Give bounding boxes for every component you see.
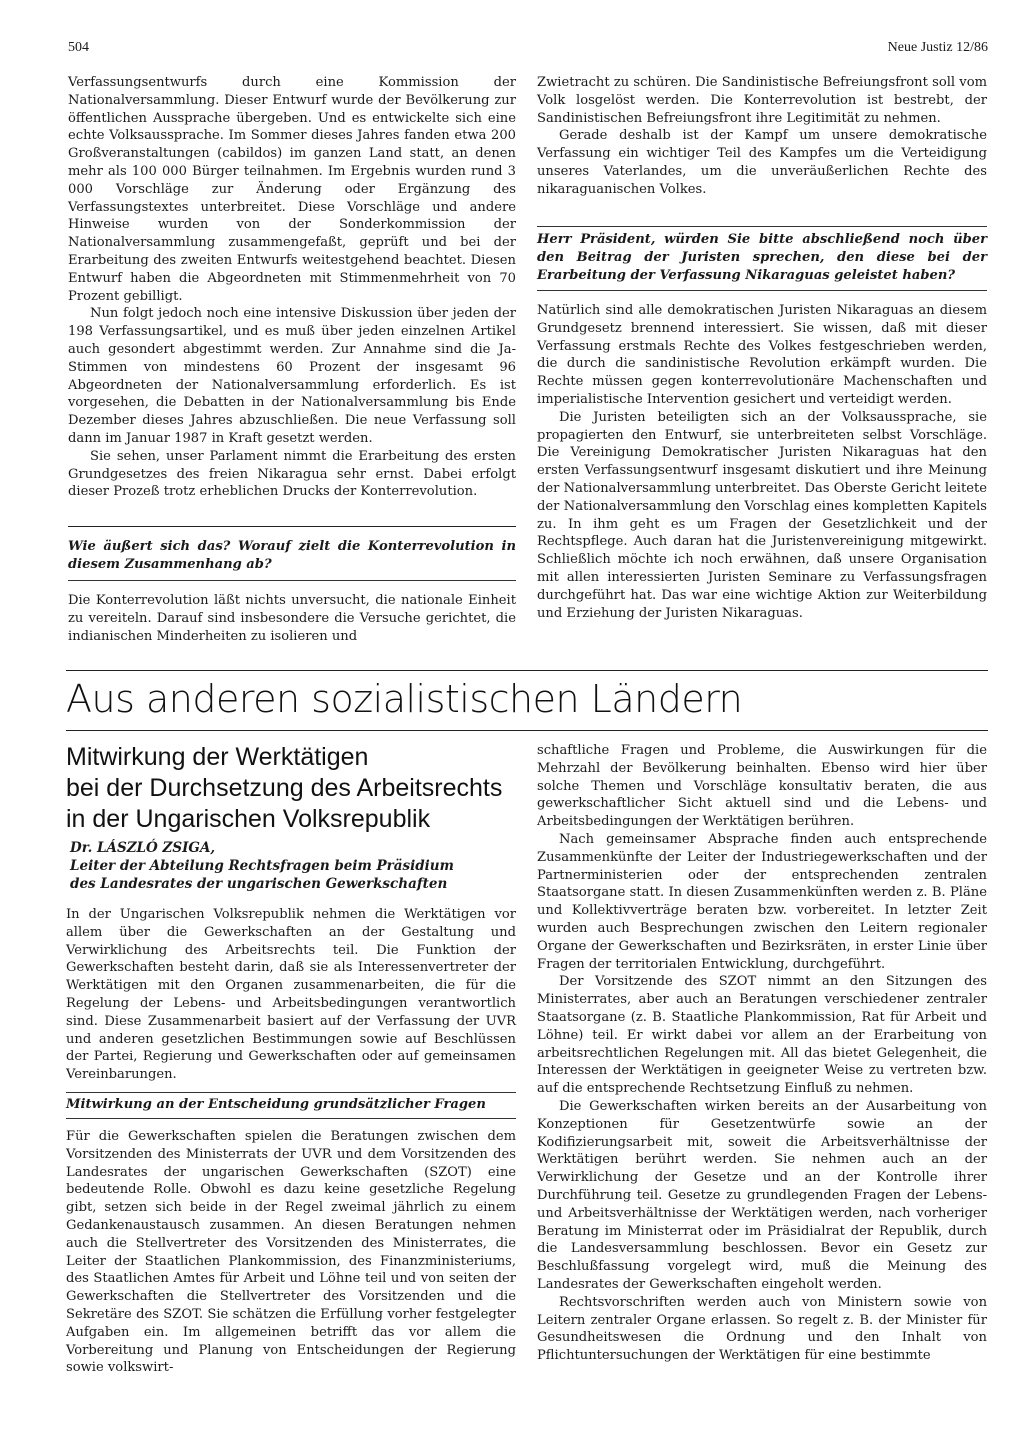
paragraph: Gerade deshalb ist der Kampf um unsere demokratische Verfassung ein wichtiger Teil des Kampfes um die Verteidigung unseres Vaterlandes, um die unveräußerlichen Rechte des nikaraguanischen Volkes. [537,128,987,197]
article-left-body [66,1128,516,1377]
article-title-line: Mitwirkung der Werktätigen [66,743,369,771]
page-number: 504 [68,40,89,55]
divider [68,526,516,527]
section-rule [66,670,988,671]
article-title [66,742,506,835]
author-name: Dr. LÁSZLÓ ZSIGA, [70,840,216,856]
paragraph: Die Konterrevolution läßt nichts unversucht, die nationale Einheit zu vereiteln. Darauf sind insbesondere die Versuche gerichtet, die indianischen Minderheiten zu isolieren und [68,593,516,644]
author-affiliation: des Landesrates der ungarischen Gewerkschaften [70,875,448,892]
author-affiliation: Leiter der Abteilung Rechtsfragen beim Präsidium [70,857,454,874]
upper-right-answer [537,302,987,622]
upper-right-column [537,74,987,199]
paragraph: Der Vorsitzende des SZOT nimmt an den Sitzungen des Ministerrates, aber auch an Beratungen verschiedener zentraler Staatsorgane (z. B. Staatliche Plankommission, Rat für Arbeit und Löhne) teil. Er wirkt dabei vor allem an der Erarbeitung von arbeitsrechtlichen Regelungen mit. All das bietet Gelegenheit, die Interessen der Werktätigen in geeigneter Weise zu vertreten bzw. auf die entsprechende Rechtsetzung Einfluß zu nehmen. [537,974,987,1097]
paragraph: Für die Gewerkschaften spielen die Beratungen zwischen dem Vorsitzenden des Ministerrats der UVR und dem Vorsitzenden des Landesrates der ungarischen Gewerkschaften (SZOT) eine bedeutende Rolle. Obwohl es dazu keine gesetzliche Regelung gibt, setzen sich beide in der Regel zweimal jährlich zu einem Gedankenaustausch zusammen. An diesen Beratungen nehmen auch die Stellvertreter des Vorsitzenden des Ministerrates, die Leiter der Staatlichen Plankommission, des Finanzministeriums, des Staatlichen Amtes für Arbeit und Löhne teil und von seiten der Gewerkschaften die Stellvertreter des Vorsitzenden und die Sekretäre des SZOT. Sie schätzen die Erfüllung vorher festgelegter Aufgaben ein. Im allgemeinen betrifft das vor allem die Vorbereitung und Planung von Entscheidungen der Regierung sowie volkswirt- [66,1129,516,1376]
author-block [66,840,506,893]
subheading: Mitwirkung an der Entscheidung grundsätzlicher Fragen [66,1092,516,1119]
paragraph: Rechtsvorschriften werden auch von Ministern sowie von Leitern zentraler Organe erlassen. So regelt z. B. der Minister für Gesundheitswesen die Ordnung und den Inhalt von Pflichtuntersuchungen der Werktätigen für eine bestimmte [537,1294,987,1364]
paragraph: Sie sehen, unser Parlament nimmt die Erarbeitung des ersten Grundgesetzes des freien Nikaragua sehr ernst. Dabei erfolgt dieser Prozeß trotz erheblichen Drucks der Konterrevolution. [68,448,516,500]
paragraph: Die Juristen beteiligten sich an der Volksaussprache, sie propagierten den Entwurf, sie unterbreiteten selbst Vorschläge. Die Vereinigung Demokratischer Juristen Nikaraguas hat den ersten Verfassungsentwurf insgesamt diskutiert und ihre Meinung der Nationalversammlung unterbreitet. Das Oberste Gericht leitete der Nationalversammlung den Vorschlag eines kompletten Kapitels zu. In ihm geht es um Fragen der Gesetzlichkeit und der Rechtspflege. Auch daran hat die Juristenvereinigung mitgewirkt. Schließlich möchte ich noch erwähnen, daß unsere Organisation mit allen interessierten Juristen Seminare zu Verfassungsfragen durchgeführt hat. Das war eine wichtige Aktion zur Weiterbildung und Erziehung der Juristen Nikaraguas. [537,409,987,621]
interview-question: Wie äußert sich das? Worauf zielt die Konterrevolution in diesem Zusammenhang ab? [68,534,516,581]
paragraph: Natürlich sind alle demokratischen Juristen Nikaraguas an diesem Grundgesetz brennend interessiert. Sie wissen, daß mit dieser Verfassung erstmals Rechte des Volkes festgeschrieben werden, die durch die sandinistische Revolution erkämpft wurden. Die Rechte müssen gegen konterrevolutionäre Machenschaften und imperialistische Intervention gesichert und verteidigt werden. [537,303,987,407]
upper-left-answer [68,592,516,645]
section-rule [66,730,988,731]
paragraph: Verfassungsentwurfs durch eine Kommission der Nationalversammlung. Dieser Entwurf wurde der Bevölkerung zur öffentlichen Aussprache übergeben. Und es entwickelte sich eine echte Volksaussprache. Im Sommer dieses Jahres fanden etwa 200 Großveranstaltungen (cabildos) im ganzen Land statt, an denen mehr als 100 000 Bürger teilnahmen. Im Ergebnis wurden rund 3 000 Vorschläge zur Änderung oder Ergänzung des Verfassungstextes unterbreitet. Diese Vorschläge und andere Hinweise wurden von der Sonderkommission der Nationalversammlung zusammengefaßt, geprüft und bei der Erarbeitung des zweiten Entwurfs weitestgehend beachtet. Diesen Entwurf haben die Abgeordneten mit Stimmenmehrheit von 70 Prozent gebilligt. [68,75,516,304]
paragraph: In der Ungarischen Volksrepublik nehmen die Werktätigen vor allem über die Gewerkschaften an der Gestaltung und Verwirklichung des Arbeitsrechts teil. Die Funktion der Gewerkschaften besteht darin, daß sie als Interessenvertreter der Werktätigen mit den Organen zusammenarbeiten, die für die Regelung der Lebens- und Arbeitsbedingungen verantwortlich sind. Diese Zusammenarbeit basiert auf der Verfassung der UVR und anderen gesetzlichen Bestimmungen sowie auf Beschlüssen der Partei, Regierung und Gewerkschaften oder auf gemeinsamen Vereinbarungen. [66,907,516,1083]
interview-question: Herr Präsident, würden Sie bitte abschließend noch über den Beitrag der Juristen sprechen, den diese bei der Erarbeitung der Verfassung Nikaraguas geleistet haben? [537,226,987,291]
paragraph: Die Gewerkschaften wirken bereits an der Ausarbeitung von Konzeptionen für Gesetzentwürfe sowie an der Kodifizierungsarbeit mit, soweit die Arbeitsverhältnisse der Werktätigen berührt werden. Sie nehmen auch an der Verwirklichung der Gesetze und an der Kontrolle ihrer Durchführung teil. Gesetze zu grundlegenden Fragen der Lebens- und Arbeitsverhältnisse der Werktätigen werden, nach vorheriger Beratung im Ministerrat oder im Präsidialrat der Republik, durch die Landesversammlung beschlossen. Bevor ein Gesetz zur Beschlußfassung vorgelegt wird, muß die Meinung des Landesrates der Gewerkschaften eingeholt werden. [537,1098,987,1292]
paragraph: Nun folgt jedoch noch eine intensive Diskussion über jeden der 198 Verfassungsartikel, und es muß über jeden einzelnen Artikel auch gesondert abgestimmt werden. Zur Annahme sind die Ja-Stimmen von mindestens 60 Prozent der insgesamt 96 Abgeordneten der Nationalversammlung erforderlich. Es ist vorgesehen, die Debatten in der Nationalversammlung bis Ende Dezember dieses Jahres abzuschließen. Die neue Verfassung soll dann im Januar 1987 in Kraft gesetzt werden. [68,306,516,446]
paragraph: Nach gemeinsamer Absprache finden auch entsprechende Zusammenkünfte der Leiter der Industriegewerkschaften und der Partnerministerien oder der entsprechenden zentralen Staatsorgane statt. In diesen Zusammenkünften werden z. B. Pläne und Kollektivverträge beraten bzw. vorbereitet. In letzter Zeit wurden auch Besprechungen zwischen den Leitern regionaler Organe der Gewerkschaften und Bezirksräten, in erster Linie über Fragen der territorialen Entwicklung, durchgeführt. [537,831,987,972]
section-title: Aus anderen sozialistischen Ländern [66,677,743,721]
article-right-column [537,742,987,1365]
article-title-line: bei der Durchsetzung des Arbeitsrechts [66,774,503,802]
article-intro [66,906,516,1084]
article-title-line: in der Ungarischen Volksrepublik [66,805,431,833]
journal-issue: Neue Justiz 12/86 [887,40,988,55]
upper-left-column [68,74,516,501]
paragraph: Zwietracht zu schüren. Die Sandinistische Befreiungsfront soll vom Volk losgelöst werden. Die Konterrevolution ist bestrebt, der Sandinistischen Befreiungsfront ihre Legitimität zu nehmen. [537,75,987,126]
paragraph: schaftliche Fragen und Probleme, die Auswirkungen für die Mehrzahl der Bevölkerung beinhalten. Ebenso wird hier über solche Themen und Vorschläge konsultativ beraten, die aus gewerkschaftlicher Sicht aktuell sind und die Lebens- und Arbeitsbedingungen der Werktätigen berühren. [537,743,987,830]
